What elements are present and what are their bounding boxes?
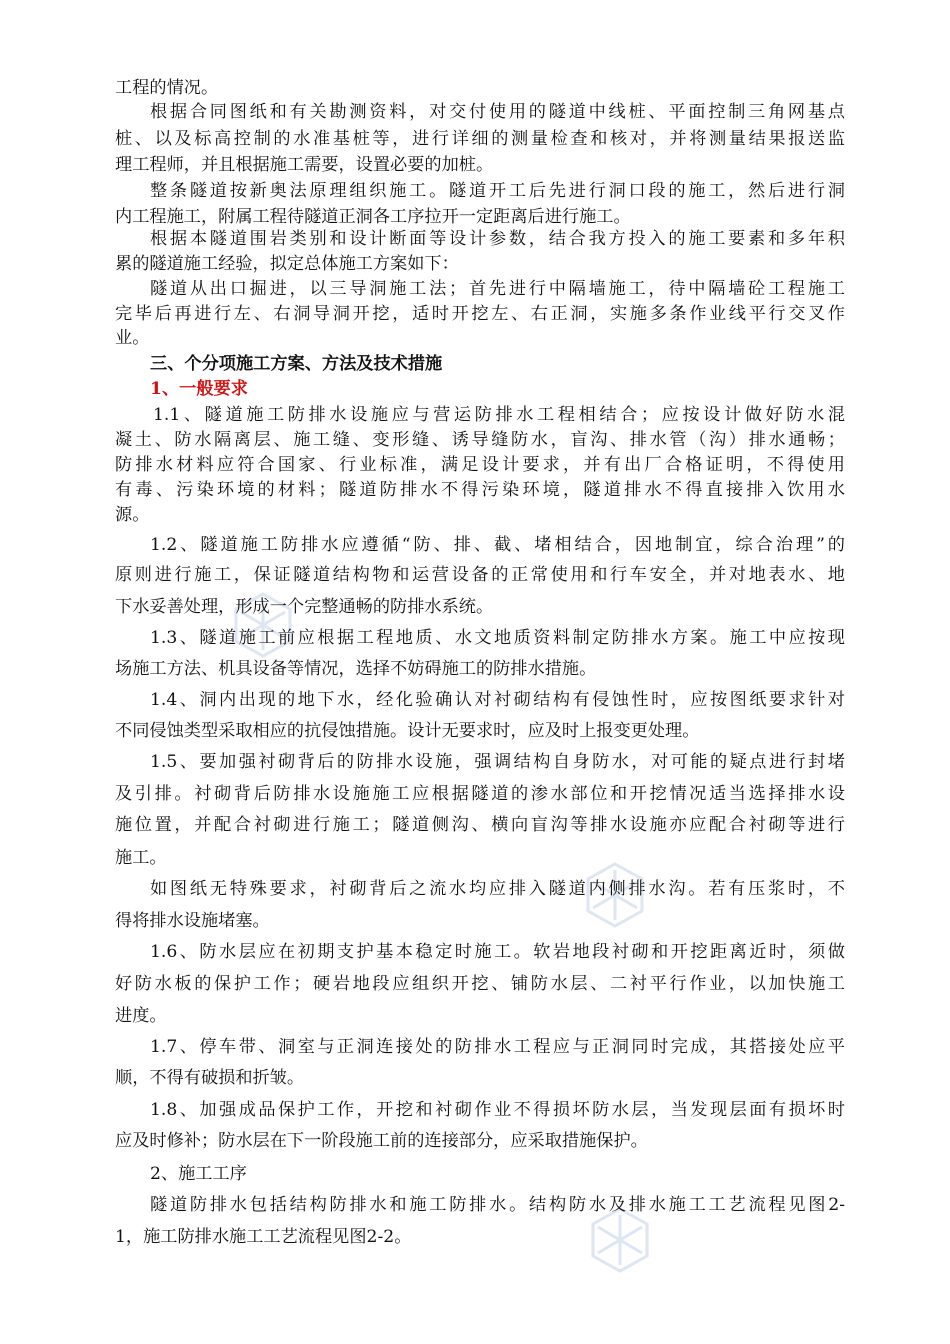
- text-line: 1.6、防水层应在初期支护基本稳定时施工。软岩地段衬砌和开挖距离近时，须做: [150, 942, 845, 962]
- text-line: 及引排。衬砌背后防排水设施施工应根据隧道的渗水部位和开挖情况适当选择排水设: [115, 784, 845, 804]
- text-line: 理工程师，并且根据施工需要，设置必要的加桩。: [115, 155, 494, 175]
- subsection-heading: 1、一般要求: [150, 379, 248, 399]
- text-line: 好防水板的保护工作；硬岩地段应组织开挖、铺防水层、二衬平行作业，以加快施工: [115, 974, 845, 994]
- text-line: 业。: [115, 328, 150, 348]
- text-line: 根据本隧道围岩类别和设计断面等设计参数，结合我方投入的施工要素和多年积: [150, 229, 845, 249]
- text-line: 1.5、要加强衬砌背后的防排水设施，强调结构自身防水，对可能的疑点进行封堵: [150, 752, 845, 772]
- text-line: 1.8、加强成品保护工作，开挖和衬砌作业不得损坏防水层，当发现层面有损坏时: [150, 1100, 845, 1120]
- text-line: 施位置，并配合衬砌进行施工；隧道侧沟、横向盲沟等排水设施亦应配合衬砌等进行: [115, 815, 845, 835]
- text-line: 1，施工防排水施工工艺流程见图2-2。: [115, 1227, 412, 1247]
- text-line: 如图纸无特殊要求，衬砌背后之流水均应排入隧道内侧排水沟。若有压浆时，不: [150, 879, 845, 899]
- text-line: 隧道从出口掘进，以三导洞施工法；首先进行中隔墙施工，待中隔墙砼工程施工: [150, 279, 845, 299]
- text-line: 应及时修补；防水层在下一阶段施工前的连接部分，应采取措施保护。: [115, 1131, 648, 1151]
- text-line: 1.7、停车带、洞室与正洞连接处的防排水工程应与正洞同时完成，其搭接处应平: [150, 1037, 845, 1057]
- text-line: 顺，不得有破损和折皱。: [115, 1068, 305, 1088]
- text-line: 原则进行施工，保证隧道结构物和运营设备的正常使用和行车安全，并对地表水、地: [115, 565, 845, 585]
- text-line: 累的隧道施工经验，拟定总体施工方案如下：: [115, 254, 459, 274]
- text-line: 内工程施工，附属工程待隧道正洞各工序拉开一定距离后进行施工。: [115, 207, 631, 227]
- text-line: 施工。: [115, 848, 167, 868]
- text-line: 有毒、污染环境的材料；隧道防排水不得污染环境，隧道排水不得直接排入饮用水: [115, 480, 845, 500]
- text-line: 桩、以及标高控制的水准基桩等，进行详细的测量检查和核对，并将测量结果报送监: [115, 129, 845, 149]
- text-line: 得将排水设施堵塞。: [115, 911, 270, 931]
- text-line: 完毕后再进行左、右洞导洞开挖，适时开挖左、右正洞，实施多条作业线平行交叉作: [115, 304, 845, 324]
- text-line: 1.1、隧道施工防排水设施应与营运防排水工程相结合；应按设计做好防水混: [153, 405, 845, 425]
- text-line: 不同侵蚀类型采取相应的抗侵蚀措施。设计无要求时，应及时上报变更处理。: [115, 721, 700, 741]
- text-line: 1.3、隧道施工前应根据工程地质、水文地质资料制定防排水方案。施工中应按现: [150, 628, 845, 648]
- text-line: 凝土、防水隔离层、施工缝、变形缝、诱导缝防水，盲沟、排水管（沟）排水通畅；: [115, 430, 845, 450]
- text-line: 根据合同图纸和有关勘测资料，对交付使用的隧道中线桩、平面控制三角网基点: [150, 102, 845, 122]
- subsection-heading: 2、施工工序: [150, 1164, 247, 1184]
- text-line: 进度。: [115, 1006, 167, 1026]
- text-line: 防排水材料应符合国家、行业标准，满足设计要求，并有出厂合格证明，不得使用: [115, 455, 845, 475]
- text-line: 源。: [115, 505, 150, 525]
- text-line: 整条隧道按新奥法原理组织施工。隧道开工后先进行洞口段的施工，然后进行洞: [150, 181, 845, 201]
- text-line: 工程的情况。: [115, 78, 219, 98]
- text-line: 隧道防排水包括结构防排水和施工防排水。结构防水及排水施工工艺流程见图2-: [150, 1195, 845, 1215]
- text-line: 场施工方法、机具设备等情况，选择不妨碍施工的防排水措施。: [115, 659, 597, 679]
- text-line: 1.4、洞内出现的地下水，经化验确认对衬砌结构有侵蚀性时，应按图纸要求针对: [150, 690, 845, 710]
- text-line: 1.2、隧道施工防排水应遵循“防、排、截、堵相结合，因地制宜，综合治理”的: [150, 535, 845, 555]
- section-heading: 三、个分项施工方案、方法及技术措施: [150, 354, 443, 374]
- text-line: 下水妥善处理，形成一个完整通畅的防排水系统。: [115, 597, 494, 617]
